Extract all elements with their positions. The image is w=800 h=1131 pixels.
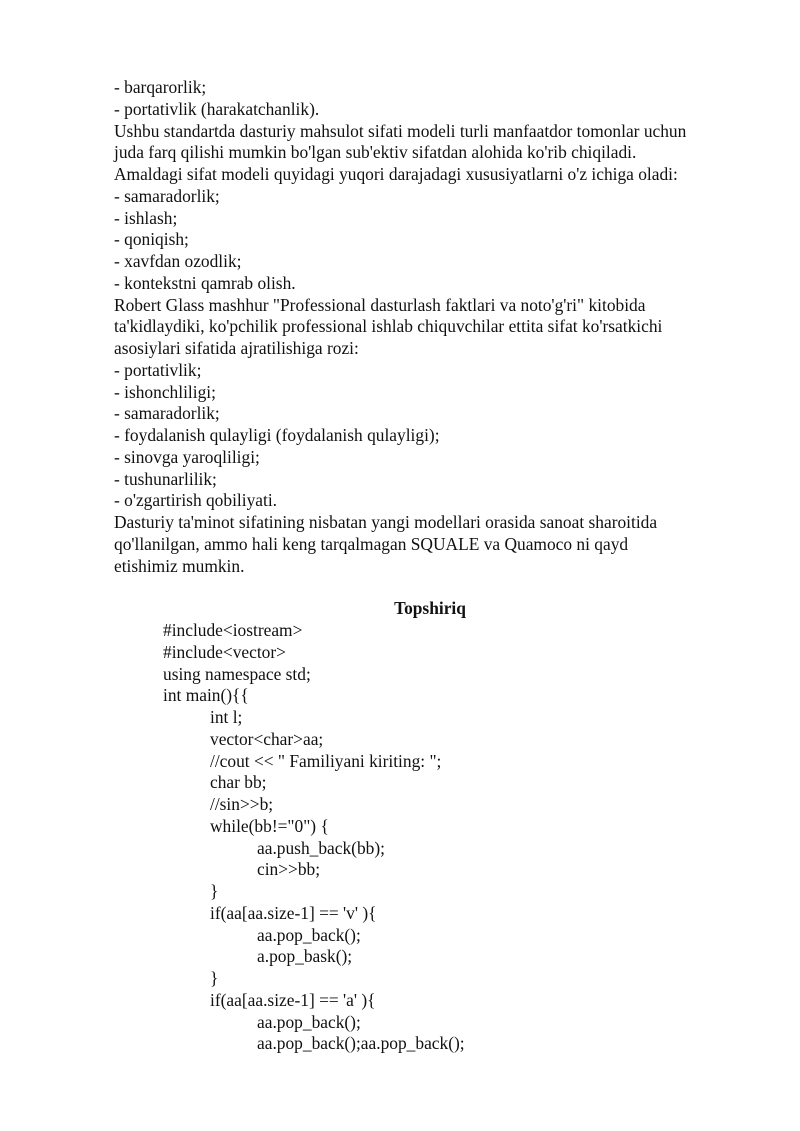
text-line: qo'llanilgan, ammo hali keng tarqalmagan SQUALE va Quamoco ni qayd — [114, 533, 629, 554]
code-line: #include<vector> — [163, 641, 286, 662]
code-line: if(aa[aa.size-1] == 'a' ){ — [210, 989, 376, 1010]
code-line: } — [210, 881, 219, 901]
text-line: - ishonchliligi; — [114, 381, 216, 402]
text-line: - samaradorlik; — [114, 403, 220, 424]
text-line: - barqarorlik; — [114, 77, 207, 97]
code-line: using namespace std; — [163, 663, 311, 684]
text-line: - kontekstni qamrab olish. — [114, 272, 296, 293]
code-line: aa.pop_back(); — [257, 1011, 361, 1032]
code-line: int l; — [210, 707, 243, 727]
text-line: Amaldagi sifat modeli quyidagi yuqori darajadagi xususiyatlarni o'z ichiga oladi: — [114, 164, 678, 184]
text-line: - ishlash; — [114, 207, 178, 228]
text-line: - portativlik; — [114, 359, 202, 380]
text-line: etishimiz mumkin. — [114, 555, 245, 576]
text-line: asosiylari sifatida ajratilishiga rozi: — [114, 338, 359, 358]
body-text — [114, 77, 754, 577]
text-line: - o'zgartirish qobiliyati. — [114, 490, 277, 511]
text-line: - portativlik (harakatchanlik). — [114, 98, 320, 119]
text-line: - samaradorlik; — [114, 185, 220, 206]
text-line: ta'kidlaydiki, ko'pchilik professional ishlab chiquvchilar ettita sifat ko'rsatkichi — [114, 316, 663, 337]
code-line: vector<char>aa; — [210, 728, 324, 749]
code-line: if(aa[aa.size-1] == 'v' ){ — [210, 902, 377, 923]
text-line: - qoniqish; — [114, 229, 189, 250]
code-listing — [163, 620, 763, 1055]
text-line: Dasturiy ta'minot sifatining nisbatan yangi modellari orasida sanoat sharoitida — [114, 512, 658, 532]
code-line: //sin>>b; — [210, 794, 274, 814]
text-line: - tushunarlilik; — [114, 468, 217, 489]
code-line: char bb; — [210, 772, 267, 793]
code-line: #include<iostream> — [163, 620, 303, 640]
text-line: Robert Glass mashhur "Professional dasturlash faktlari va noto'g'ri" kitobida — [114, 294, 646, 315]
text-line: Ushbu standartda dasturiy mahsulot sifati modeli turli manfaatdor tomonlar uchun — [114, 120, 687, 141]
section-heading: Topshiriq — [394, 598, 466, 618]
text-line: - xavfdan ozodlik; — [114, 251, 242, 271]
code-line: a.pop_bask(); — [257, 946, 353, 967]
code-line: } — [210, 968, 219, 988]
code-line: aa.pop_back(); — [257, 924, 361, 945]
code-line: //cout << " Familiyani kiriting: "; — [210, 750, 442, 771]
code-line: int main(){{ — [163, 685, 249, 706]
code-line: aa.pop_back();aa.pop_back(); — [257, 1033, 465, 1054]
text-line: - foydalanish qulayligi (foydalanish qulayligi); — [114, 425, 440, 445]
text-line: - sinovga yaroqliligi; — [114, 446, 260, 467]
code-line: while(bb!="0") { — [210, 815, 329, 836]
code-line: aa.push_back(bb); — [257, 837, 385, 858]
code-line: cin>>bb; — [257, 859, 321, 880]
text-line: juda farq qilishi mumkin bo'lgan sub'ektiv sifatdan alohida ko'rib chiqiladi. — [114, 142, 637, 163]
